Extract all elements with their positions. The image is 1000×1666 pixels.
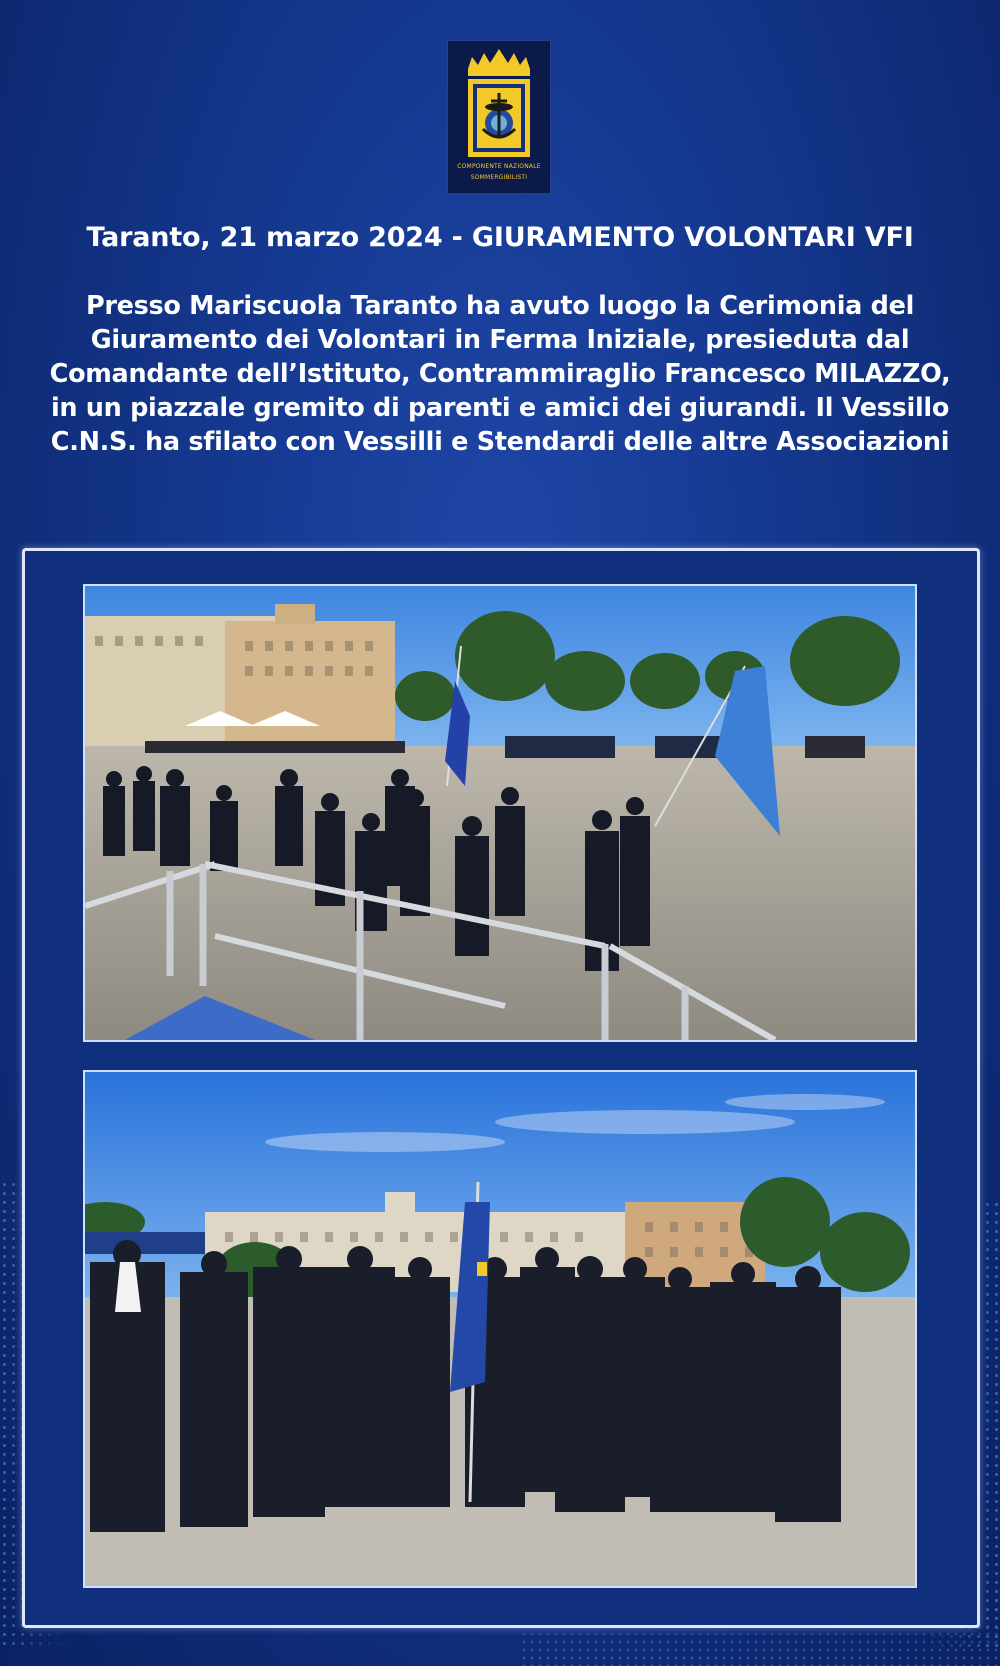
body-paragraph [20, 289, 980, 459]
parade-photo [83, 584, 917, 1042]
body-line: Giuramento dei Volontari in Ferma Iniziale, presieduta dal [90, 325, 910, 355]
body-line: Presso Mariscuola Taranto ha avuto luogo la Cerimonia del [85, 291, 915, 321]
body-line: C.N.S. ha sfilato con Vessilli e Stendardi delle altre Associazioni [50, 427, 950, 457]
group-photo [83, 1070, 917, 1588]
body-line: in un piazzale gremito di parenti e amici dei giurandi. Il Vessillo [50, 393, 950, 423]
association-logo [447, 40, 551, 194]
group-photo-illustration [85, 1072, 915, 1586]
parade-photo-illustration [85, 586, 915, 1040]
logo-caption-line1: COMPONENTE NAZIONALE [457, 163, 541, 170]
body-line: Comandante dell’Istituto, Contrammiraglio Francesco MILAZZO, [49, 359, 951, 389]
headline: Taranto, 21 marzo 2024 - GIURAMENTO VOLONTARI VFI [86, 222, 914, 253]
logo-caption-line2: SOMMERGIBILISTI [470, 174, 528, 181]
